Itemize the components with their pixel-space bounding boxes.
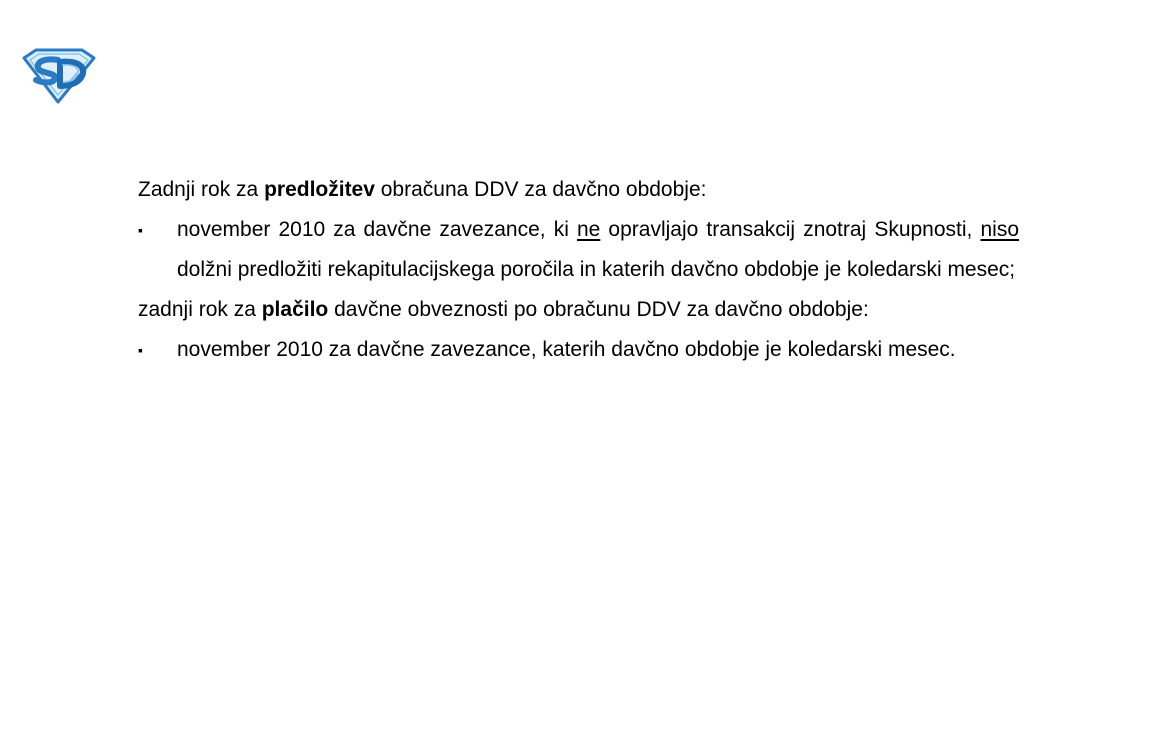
emphasis-submission: predložitev: [264, 178, 375, 201]
intro-text-end: obračuna DDV za davčno obdobje:: [374, 178, 707, 201]
sd-shield-logo-icon: [22, 48, 96, 104]
payment-bullet-text: november 2010 za davčne zavezance, katerih davčno obdobje je koledarski mesec.: [177, 338, 956, 361]
intro-text-end: davčne obveznosti po obračunu DDV za davčno obdobje:: [328, 298, 869, 321]
submission-bullet-text: [177, 210, 1019, 290]
bullet-text-part: dolžni predložiti rekapitulacijskega poročila in katerih davčno obdobje je koledarski mesec;: [177, 258, 1016, 281]
emphasis-payment: plačilo: [261, 298, 329, 321]
bullet-text-part: november 2010 za davčne zavezance, ki: [177, 218, 577, 241]
intro-text: Zadnji rok za: [138, 178, 265, 201]
submission-deadline-intro: [138, 170, 1019, 210]
bullet-square-icon: ▪: [138, 222, 143, 238]
bullet-text-part: opravljajo transakcij znotraj Skupnosti,: [600, 218, 981, 241]
underlined-niso: niso: [980, 218, 1020, 241]
submission-bullet-item: [138, 210, 1019, 290]
payment-deadline-intro: [138, 290, 1019, 330]
payment-bullet-item: [138, 330, 1019, 370]
underlined-ne: ne: [576, 218, 601, 241]
intro-text: zadnji rok za: [138, 298, 262, 321]
bullet-square-icon: ▪: [138, 342, 143, 358]
document-body: [138, 170, 1019, 370]
